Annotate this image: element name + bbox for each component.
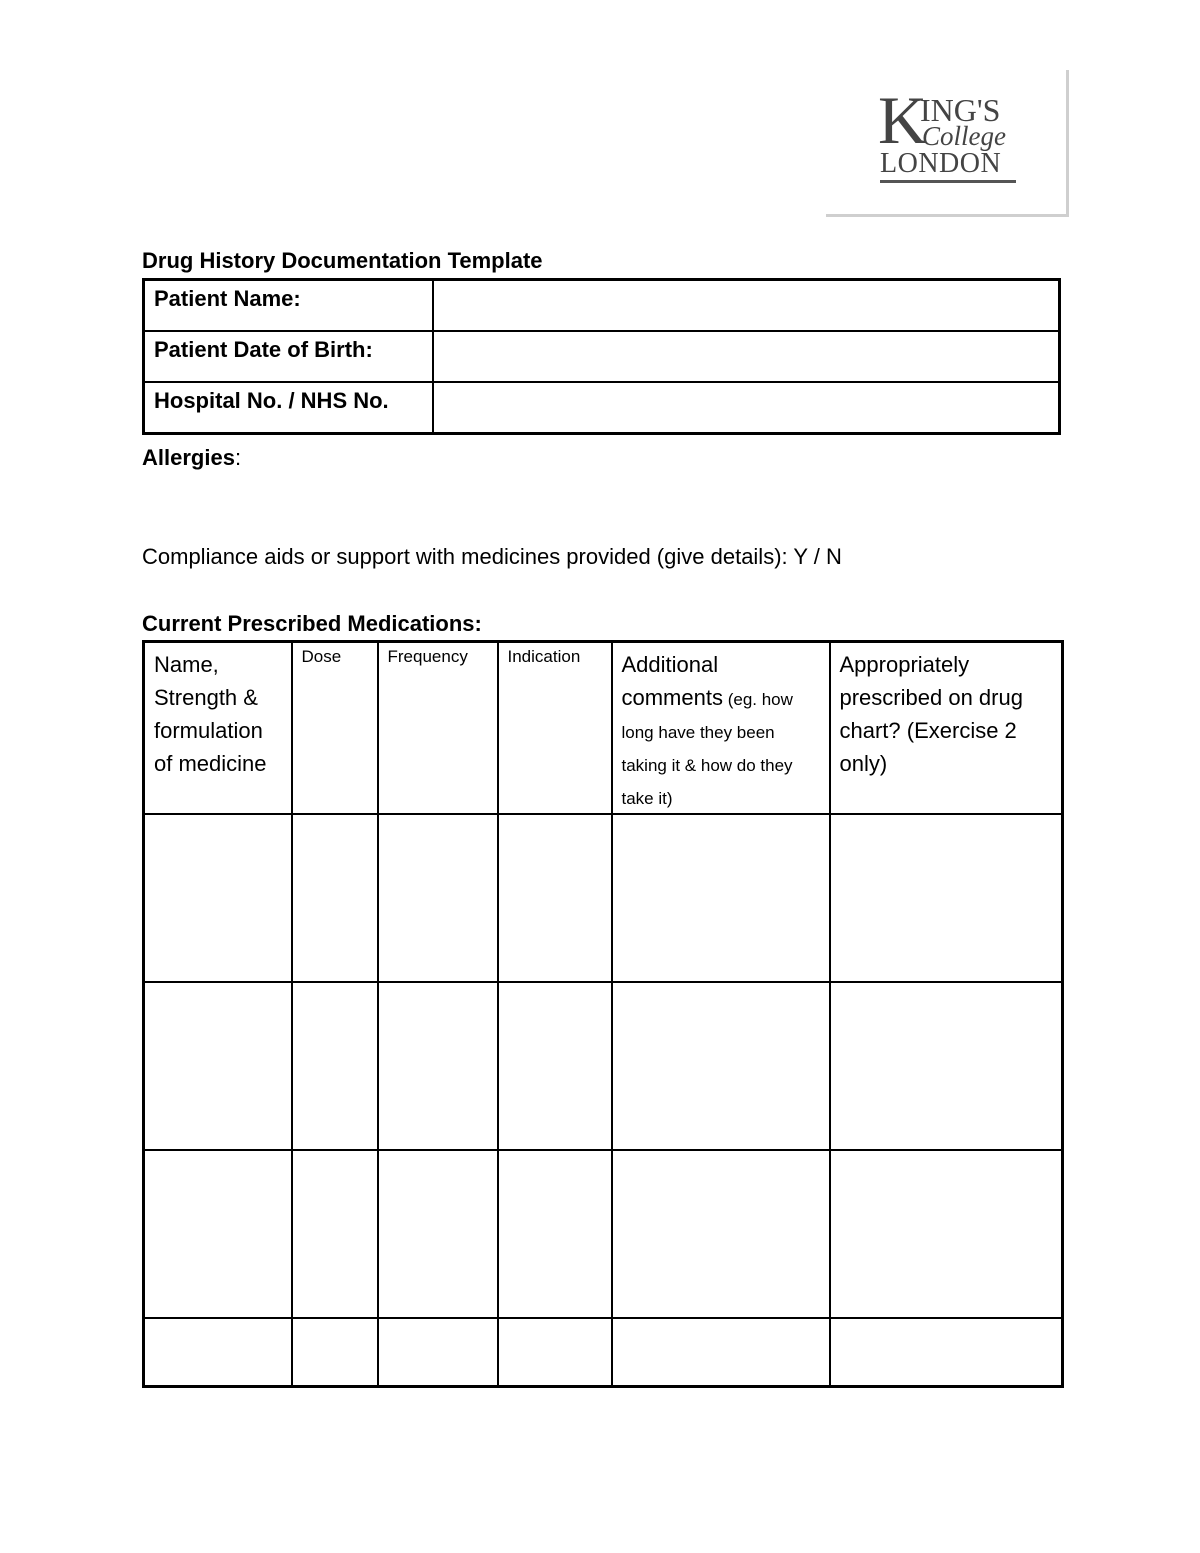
- header-appropriately-prescribed: Appropriately prescribed on drug chart? (Exercise 2 only): [830, 642, 1063, 815]
- allergies-line: [142, 443, 241, 473]
- header-name-strength: Name, Strength & formulation of medicine: [144, 642, 292, 815]
- header-frequency: Frequency: [378, 642, 498, 815]
- cell-name[interactable]: [144, 982, 292, 1150]
- cell-name[interactable]: [144, 1318, 292, 1387]
- patient-name-field[interactable]: [433, 280, 1060, 332]
- hospital-number-field[interactable]: [433, 382, 1060, 434]
- cell-dose[interactable]: [292, 982, 378, 1150]
- cell-indication[interactable]: [498, 982, 612, 1150]
- header-additional-comments: [612, 642, 830, 815]
- cell-dose[interactable]: [292, 1150, 378, 1318]
- logo-underline: [880, 180, 1016, 183]
- patient-dob-row: [144, 331, 1060, 382]
- cell-frequency[interactable]: [378, 814, 498, 982]
- header-dose: Dose: [292, 642, 378, 815]
- cell-dose[interactable]: [292, 814, 378, 982]
- cell-comments[interactable]: [612, 1318, 830, 1387]
- cell-name[interactable]: [144, 1150, 292, 1318]
- additional-comments-title: Additional comments: [621, 652, 723, 710]
- cell-appropriate[interactable]: [830, 1318, 1063, 1387]
- table-row: [144, 1150, 1063, 1318]
- table-row: [144, 1318, 1063, 1387]
- medications-header-row: [144, 642, 1063, 815]
- logo-london: LONDON: [880, 148, 1002, 179]
- cell-comments[interactable]: [612, 1150, 830, 1318]
- hospital-number-label: Hospital No. / NHS No.: [144, 382, 434, 434]
- header-indication: Indication: [498, 642, 612, 815]
- cell-comments[interactable]: [612, 814, 830, 982]
- medications-heading: Current Prescribed Medications:: [142, 611, 482, 636]
- cell-indication[interactable]: [498, 814, 612, 982]
- additional-comments-note: (eg. how long have they been taking it & how do they take it): [621, 690, 793, 808]
- kings-college-london-logo: [878, 82, 1028, 192]
- cell-dose[interactable]: [292, 1318, 378, 1387]
- cell-appropriate[interactable]: [830, 814, 1063, 982]
- cell-indication[interactable]: [498, 1150, 612, 1318]
- hospital-number-row: [144, 382, 1060, 434]
- patient-dob-label: Patient Date of Birth:: [144, 331, 434, 382]
- patient-details-table: [142, 278, 1061, 435]
- document-title: Drug History Documentation Template: [142, 248, 543, 273]
- compliance-line: Compliance aids or support with medicines provided (give details): Y / N: [142, 544, 842, 569]
- cell-frequency[interactable]: [378, 1150, 498, 1318]
- cell-frequency[interactable]: [378, 1318, 498, 1387]
- cell-appropriate[interactable]: [830, 1150, 1063, 1318]
- medications-table: [142, 640, 1064, 1388]
- logo-college: College: [922, 121, 1006, 151]
- table-row: [144, 982, 1063, 1150]
- patient-name-row: [144, 280, 1060, 332]
- cell-indication[interactable]: [498, 1318, 612, 1387]
- cell-frequency[interactable]: [378, 982, 498, 1150]
- logo-k: K: [878, 82, 928, 158]
- allergies-label: Allergies: [142, 445, 235, 470]
- patient-dob-field[interactable]: [433, 331, 1060, 382]
- allergies-colon: :: [234, 445, 242, 470]
- cell-name[interactable]: [144, 814, 292, 982]
- cell-appropriate[interactable]: [830, 982, 1063, 1150]
- cell-comments[interactable]: [612, 982, 830, 1150]
- patient-name-label: Patient Name:: [144, 280, 434, 332]
- logo-ings: ING'S: [920, 92, 1001, 128]
- table-row: [144, 814, 1063, 982]
